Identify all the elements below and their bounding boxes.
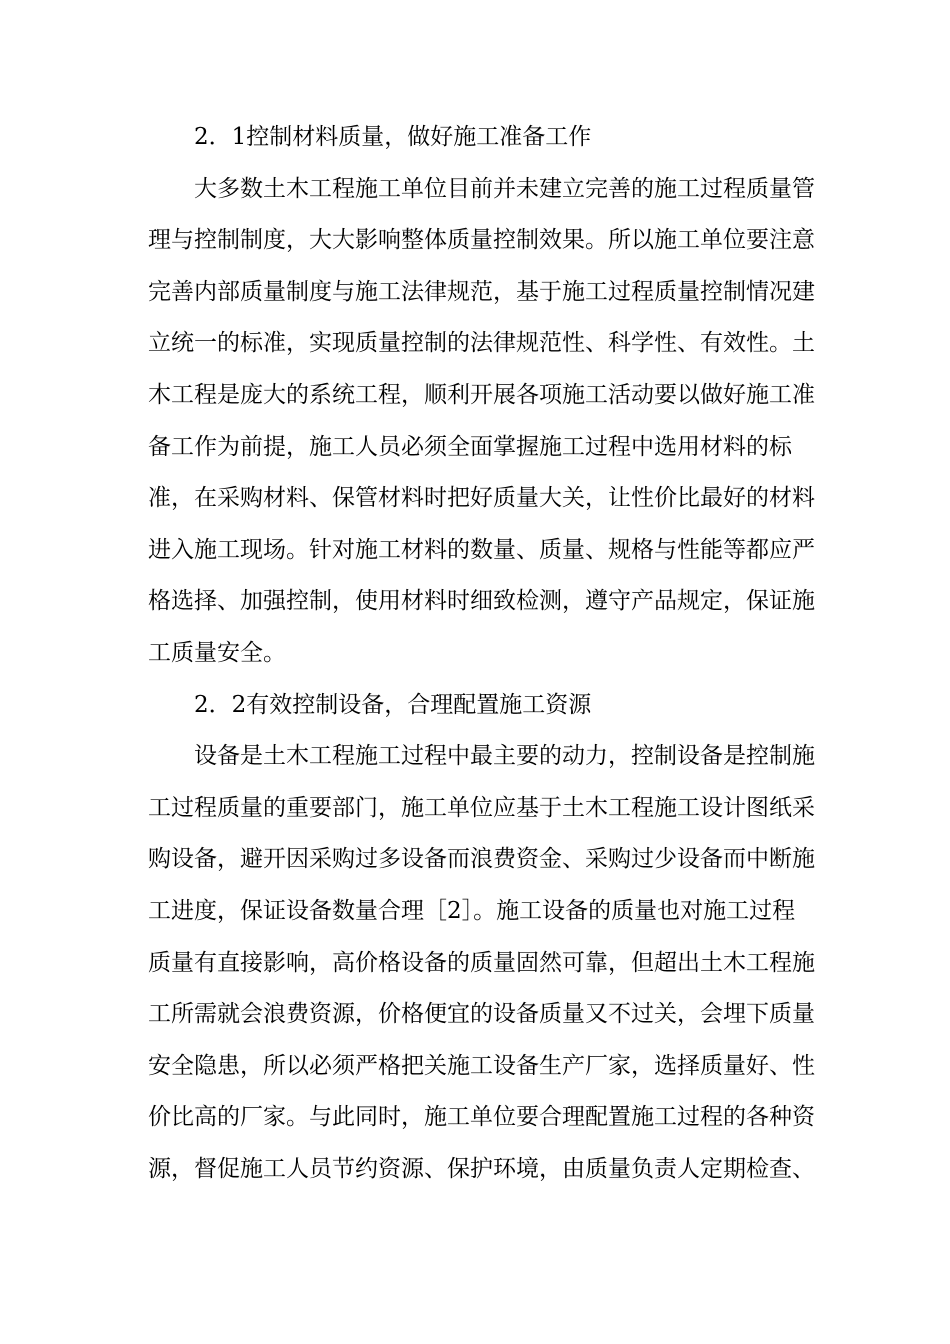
paragraph-line: 安全隐患，所以必须严格把关施工设备生产厂家，选择质量好、性 bbox=[148, 1052, 815, 1079]
paragraph-line: 购设备，避开因采购过多设备而浪费资金、采购过少设备而中断施 bbox=[148, 846, 815, 873]
paragraph-line: 木工程是庞大的系统工程，顺利开展各项施工活动要以做好施工准 bbox=[148, 381, 815, 408]
paragraph-line: 工所需就会浪费资源，价格便宜的设备质量又不过关，会埋下质量 bbox=[148, 1001, 815, 1028]
paragraph-line: 质量有直接影响，高价格设备的质量固然可靠，但超出土木工程施 bbox=[148, 949, 815, 976]
paragraph-line: 进入施工现场。针对施工材料的数量、质量、规格与性能等都应严 bbox=[148, 536, 815, 563]
paragraph-line: 价比高的厂家。与此同时，施工单位要合理配置施工过程的各种资 bbox=[148, 1104, 815, 1131]
paragraph-line: 格选择、加强控制，使用材料时细致检测，遵守产品规定，保证施 bbox=[148, 588, 815, 615]
section-heading-2-2: 2．2有效控制设备，合理配置施工资源 bbox=[194, 691, 592, 718]
paragraph-line: 大多数土木工程施工单位目前并未建立完善的施工过程质量管 bbox=[194, 175, 815, 202]
paragraph-line: 备工作为前提，施工人员必须全面掌握施工过程中选用材料的标 bbox=[148, 433, 792, 460]
paragraph-line: 准，在采购材料、保管材料时把好质量大关，让性价比最好的材料 bbox=[148, 485, 815, 512]
paragraph-line: 设备是土木工程施工过程中最主要的动力，控制设备是控制施 bbox=[194, 743, 815, 770]
paragraph-line: 工质量安全。 bbox=[148, 639, 286, 666]
paragraph-line: 立统一的标准，实现质量控制的法律规范性、科学性、有效性。土 bbox=[148, 330, 815, 357]
paragraph-line: 源，督促施工人员节约资源、保护环境，由质量负责人定期检查、 bbox=[148, 1155, 815, 1182]
paragraph-line: 理与控制制度，大大影响整体质量控制效果。所以施工单位要注意 bbox=[148, 227, 815, 254]
section-heading-2-1: 2．1控制材料质量，做好施工准备工作 bbox=[194, 124, 592, 150]
paragraph-line: 完善内部质量制度与施工法律规范，基于施工过程质量控制情况建 bbox=[148, 278, 815, 305]
paragraph-line: 工进度，保证设备数量合理［2］。施工设备的质量也对施工过程 bbox=[148, 897, 796, 924]
paragraph-line: 工过程质量的重要部门，施工单位应基于土木工程施工设计图纸采 bbox=[148, 794, 815, 821]
document-body bbox=[148, 112, 815, 1195]
